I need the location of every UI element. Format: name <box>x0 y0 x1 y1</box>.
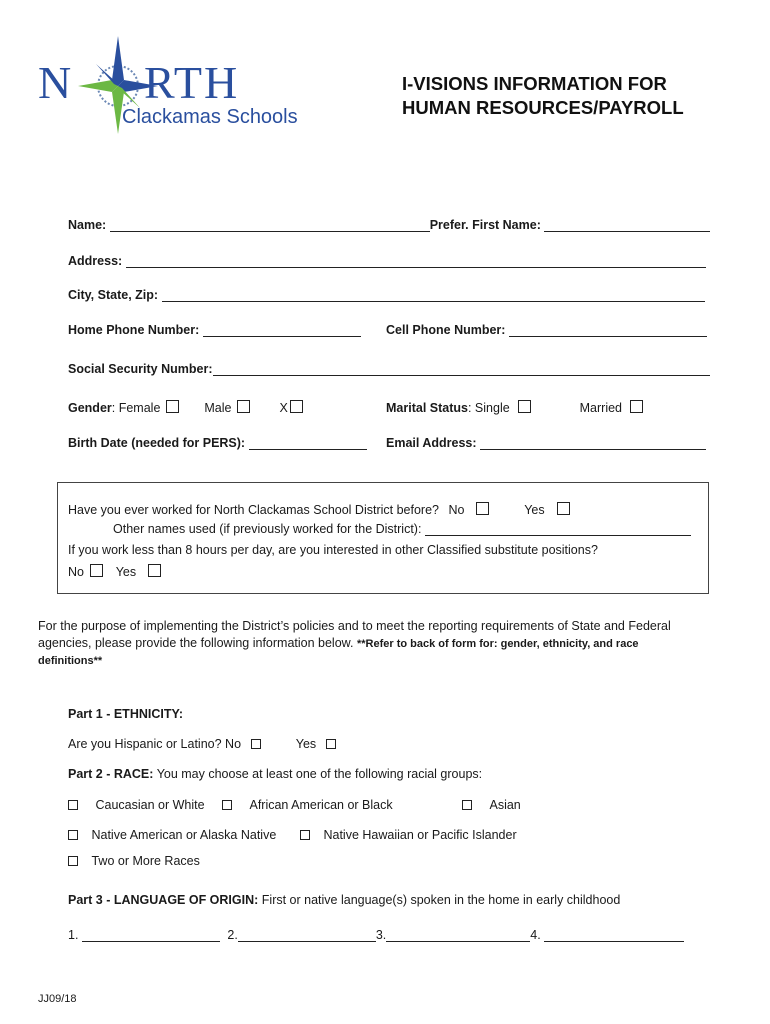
race-african-american-checkbox[interactable] <box>222 800 232 810</box>
part2-instruction: You may choose at least one of the following racial groups: <box>156 767 483 781</box>
other-names-input[interactable] <box>425 522 691 536</box>
substitute-question: If you work less than 8 hours per day, are you interested in other Classified substitute positions? <box>68 543 598 557</box>
language-2-input[interactable] <box>238 928 376 942</box>
name-label: Name: <box>68 218 107 232</box>
gender-row: Gender: Female Male X <box>68 400 303 415</box>
purpose-line-1: For the purpose of implementing the District’s policies and to meet the reporting requirements of State and Federal <box>38 619 671 633</box>
substitute-no-label: No <box>68 565 84 579</box>
prior-yes-checkbox[interactable] <box>557 502 570 515</box>
part3-instruction: First or native language(s) spoken in the home in early childhood <box>261 893 621 907</box>
marital-label: Marital Status <box>386 401 468 415</box>
language-1-input[interactable] <box>82 928 220 942</box>
part2-heading: Part 2 - RACE: <box>68 767 154 781</box>
hispanic-yes-checkbox[interactable] <box>326 739 336 749</box>
part1-row <box>68 737 336 751</box>
gender-x-checkbox[interactable] <box>290 400 303 413</box>
home-phone-input[interactable] <box>203 323 361 337</box>
birth-date-label: Birth Date (needed for PERS): <box>68 436 246 450</box>
city-state-zip-input[interactable] <box>162 288 705 302</box>
gender-female-label: Female <box>118 401 161 415</box>
prior-no-label: No <box>448 503 465 517</box>
purpose-line-2: agencies, please provide the following information below. **Refer to back of form for: gender, ethnicity, and race <box>38 636 639 650</box>
home-phone-label: Home Phone Number: <box>68 323 200 337</box>
marital-row: Marital Status: Single Married <box>386 400 643 415</box>
other-names-row <box>113 522 691 536</box>
form-code: JJ09/18 <box>38 993 77 1005</box>
substitute-no-checkbox[interactable] <box>90 564 103 577</box>
logo-n: N <box>38 57 74 108</box>
ssn-row <box>68 362 710 376</box>
name-input[interactable] <box>110 218 430 232</box>
purpose-paragraph <box>38 618 671 670</box>
cell-phone-label: Cell Phone Number: <box>386 323 506 337</box>
substitute-row <box>68 564 161 579</box>
preferred-first-name-input[interactable] <box>544 218 710 232</box>
name-row <box>68 218 710 232</box>
district-logo <box>38 34 298 134</box>
language-4-input[interactable] <box>544 928 684 942</box>
marital-married-label: Married <box>579 401 623 415</box>
race-option-5: Native Hawaiian or Pacific Islander <box>300 828 517 842</box>
hispanic-yes-label: Yes <box>295 737 317 751</box>
race-option-3: Asian <box>462 798 521 812</box>
purpose-refer-note: **Refer to back of form for: gender, ethnicity, and race <box>356 638 639 650</box>
prior-question: Have you ever worked for North Clackamas School District before? <box>68 503 439 517</box>
birth-row <box>68 436 367 450</box>
form-title <box>402 72 684 120</box>
race-asian-checkbox[interactable] <box>462 800 472 810</box>
purpose-line-3: definitions** <box>38 655 103 667</box>
hispanic-no-label: No <box>225 737 242 751</box>
race-native-american-checkbox[interactable] <box>68 830 78 840</box>
marital-single-label: Single <box>474 401 510 415</box>
title-line-2: HUMAN RESOURCES/PAYROLL <box>402 97 684 118</box>
ssn-input[interactable] <box>213 362 710 376</box>
race-option-4: Native American or Alaska Native <box>68 828 276 842</box>
race-option-2: African American or Black <box>222 798 393 812</box>
part2-row <box>68 767 482 781</box>
ssn-label: Social Security Number: <box>68 362 213 376</box>
part1-heading: Part 1 - ETHNICITY: <box>68 707 184 721</box>
substitute-yes-label: Yes <box>115 565 137 579</box>
gender-label: Gender <box>68 401 112 415</box>
prior-yes-label: Yes <box>524 503 545 517</box>
prior-no-checkbox[interactable] <box>476 502 489 515</box>
address-input[interactable] <box>126 254 706 268</box>
logo-rth: RTH <box>144 57 240 108</box>
title-line-1: I-VISIONS INFORMATION FOR <box>402 73 667 94</box>
cell-phone-row <box>386 323 707 337</box>
prior-question-row <box>68 502 570 517</box>
substitute-yes-checkbox[interactable] <box>148 564 161 577</box>
address-label: Address: <box>68 254 123 268</box>
email-row <box>386 436 706 450</box>
hispanic-no-checkbox[interactable] <box>251 739 261 749</box>
part3-heading: Part 3 - LANGUAGE OF ORIGIN: <box>68 893 259 907</box>
language-slots: 1. 2. 3. 4. <box>68 928 684 942</box>
address-row <box>68 254 706 268</box>
email-label: Email Address: <box>386 436 477 450</box>
hispanic-question: Are you Hispanic or Latino? <box>68 737 222 751</box>
race-two-or-more-checkbox[interactable] <box>68 856 78 866</box>
race-option-1: Caucasian or White <box>68 798 205 812</box>
home-phone-row <box>68 323 361 337</box>
race-pacific-islander-checkbox[interactable] <box>300 830 310 840</box>
other-names-label: Other names used (if previously worked for the District): <box>113 522 422 536</box>
logo-subtitle: Clackamas Schools <box>122 106 298 128</box>
gender-male-label: Male <box>204 401 232 415</box>
cell-phone-input[interactable] <box>509 323 707 337</box>
city-state-zip-label: City, State, Zip: <box>68 288 159 302</box>
race-caucasian-checkbox[interactable] <box>68 800 78 810</box>
marital-single-checkbox[interactable] <box>518 400 531 413</box>
language-3-input[interactable] <box>386 928 530 942</box>
preferred-first-name-label: Prefer. First Name: <box>429 218 541 232</box>
birth-date-input[interactable] <box>249 436 367 450</box>
gender-x-label: X <box>279 401 288 415</box>
email-input[interactable] <box>480 436 706 450</box>
city-row <box>68 288 705 302</box>
marital-married-checkbox[interactable] <box>630 400 643 413</box>
gender-male-checkbox[interactable] <box>237 400 250 413</box>
gender-female-checkbox[interactable] <box>166 400 179 413</box>
race-option-6: Two or More Races <box>68 854 200 868</box>
part3-row <box>68 893 620 907</box>
